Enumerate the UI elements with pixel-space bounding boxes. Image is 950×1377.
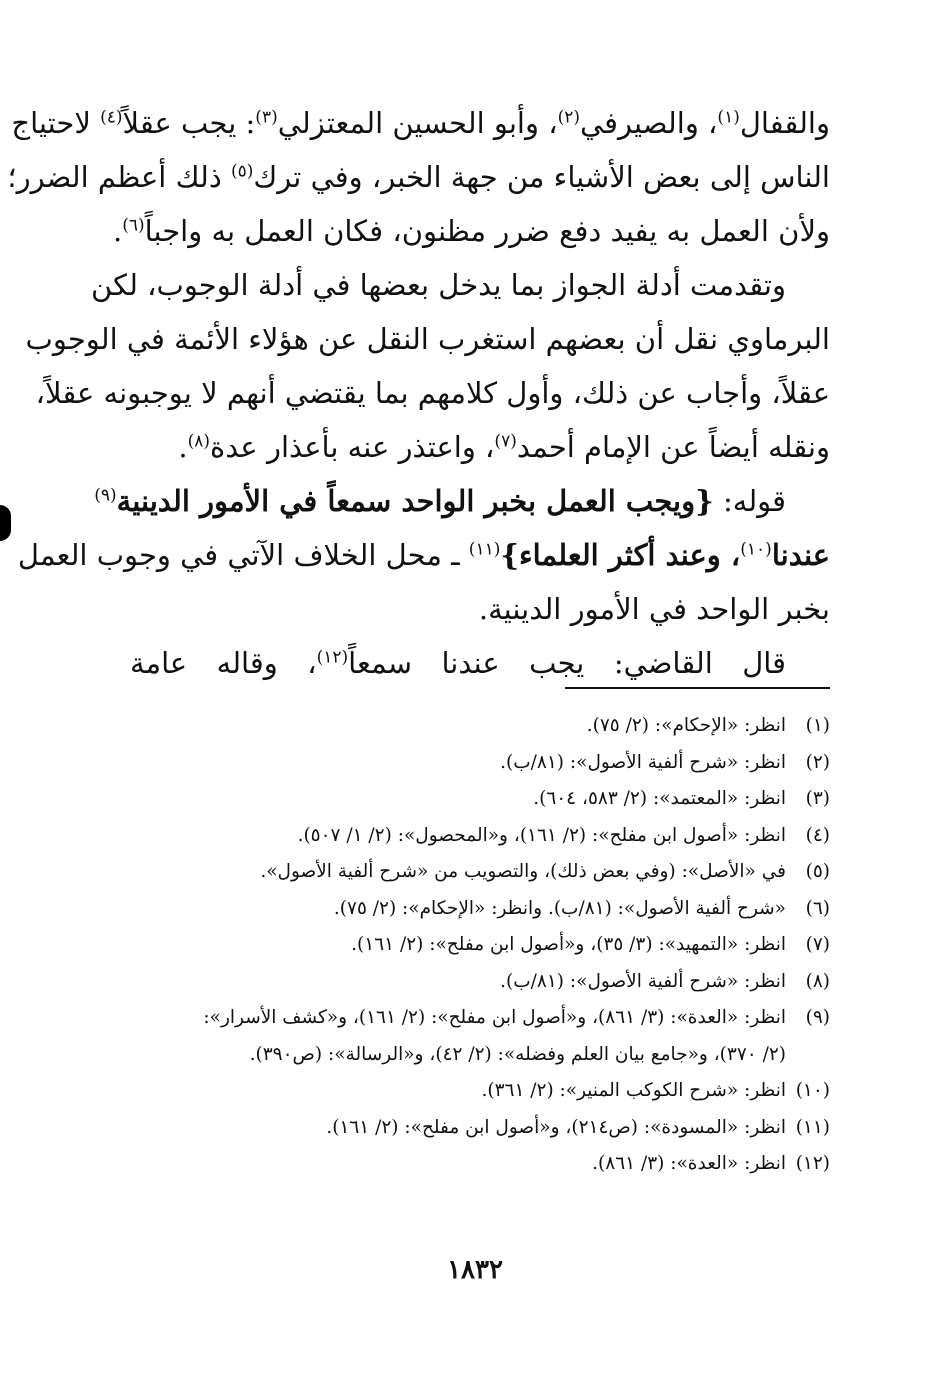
footnote-separator (565, 687, 830, 689)
footnote-number: (١) (805, 715, 830, 736)
footnotes (115, 708, 830, 1183)
footnote-text: انظر: «شرح ألفية الأصول»: (٨١/ب). (500, 751, 786, 773)
footnote (115, 818, 830, 855)
footnote-text: انظر: «المسودة»: (ص٢١٤)، و«أصول ابن مفلح»: (٢/ ١٦١). (326, 1116, 786, 1138)
footnote-text: انظر: «التمهيد»: (٣/ ٣٥)، و«أصول ابن مفلح»: (٢/ ١٦١). (351, 934, 786, 955)
quoted-text: {ويجب العمل بخبر الواحد سمعاً في الأمور الدينية (116, 484, 714, 518)
quoted-text: عندنا (771, 538, 830, 572)
text-run: لاحتياج (11, 106, 101, 140)
footnote-number: (٩) (805, 1007, 830, 1028)
footnote-ref[interactable]: (١١) (468, 539, 501, 560)
footnote (115, 708, 830, 745)
footnote (115, 891, 830, 928)
text-line (11, 96, 830, 150)
footnote (115, 1037, 830, 1074)
text-run: قال القاضي: يجب عندنا سمعاً (348, 646, 787, 680)
text-run: قوله: (713, 484, 786, 518)
quoted-text: ، وعند أكثر العلماء} (500, 538, 741, 572)
footnote-number: (٥) (805, 861, 830, 882)
text-run: : يجب عقلاً (122, 106, 256, 140)
page-edge-tab (0, 505, 11, 541)
footnote-number: (٨) (805, 970, 830, 992)
footnote-text: انظر: «العدة»: (٣/ ٨٦١)، و«أصول ابن مفلح»: (٢/ ١٦١)، و«كشف الأسرار»: (203, 1007, 786, 1028)
footnote-number: (٣) (805, 788, 830, 809)
text-line (25, 312, 830, 366)
footnote (115, 1110, 830, 1147)
text-line (130, 636, 830, 690)
footnote-text: في «الأصل»: (وفي بعض ذلك)، والتصويب من «شرح ألفية الأصول». (260, 861, 786, 882)
text-run: . (178, 430, 188, 464)
text-run: الناس إلى بعض الأشياء من جهة الخبر، وفي ترك (253, 160, 830, 194)
text-run: ، والصيرفي (580, 106, 718, 140)
text-run: ـ محل الخلاف الآتي في وجوب العمل (17, 538, 469, 572)
text-run: ذلك أعظم الضرر؛ (7, 160, 231, 194)
text-run: وتقدمت أدلة الجواز بما يدخل بعضها في أدلة الوجوب، لكن (91, 268, 786, 302)
footnote-ref[interactable]: (٩) (94, 485, 117, 506)
footnote-ref[interactable]: (٧) (494, 431, 517, 452)
footnote-ref[interactable]: (١٢) (316, 647, 349, 668)
footnote-text: (٢/ ٣٧٠)، و«جامع بيان العلم وفضله»: (٢/ ٤٢)، و«الرسالة»: (ص٣٩٠). (249, 1043, 786, 1065)
text-line (35, 366, 830, 420)
text-run: ، وقاله عامة (130, 646, 317, 680)
footnote-ref[interactable]: (٨) (187, 431, 211, 452)
footnote-number: (١١) (795, 1116, 830, 1138)
main-text (7, 96, 830, 690)
footnote-ref[interactable]: (١٠) (740, 539, 772, 560)
footnote-number: (١٢) (795, 1153, 830, 1174)
page-number: ١٨٣٢ (447, 1255, 503, 1285)
text-line (17, 528, 830, 582)
footnote (115, 781, 830, 818)
footnote-ref[interactable]: (١) (717, 107, 740, 128)
footnote-text: انظر: «العدة»: (٣/ ٨٦١). (592, 1153, 786, 1174)
footnote-text: انظر: «شرح الكوكب المنير»: (٢/ ٣٦١). (481, 1080, 786, 1101)
footnote-text: انظر: «شرح ألفية الأصول»: (٨١/ب). (500, 970, 786, 992)
text-run: ولأن العمل به يفيد دفع ضرر مظنون، فكان العمل به واجباً (144, 214, 830, 248)
footnote (115, 964, 830, 1001)
footnote (115, 745, 830, 782)
text-line (91, 258, 830, 312)
text-line (130, 582, 830, 636)
footnote-text: انظر: «المعتمد»: (٢/ ٥٨٣، ٦٠٤). (533, 788, 786, 809)
text-run: البرماوي نقل أن بعضهم استغرب النقل عن هؤلاء الأئمة في الوجوب (25, 322, 830, 356)
footnote-number: (٢) (805, 751, 830, 773)
footnote-number: (٤) (805, 824, 830, 846)
footnote-text: «شرح ألفية الأصول»: (٨١/ب). وانظر: «الإحكام»: (٢/ ٧٥). (333, 897, 786, 919)
text-run: ، واعتذر عنه بأعذار عدة (210, 430, 495, 464)
text-run: بخبر الواحد في الأمور الدينية. (478, 592, 830, 626)
footnote-ref[interactable]: (٦) (122, 215, 145, 236)
text-line (7, 150, 830, 204)
footnote (115, 1000, 830, 1037)
footnote (115, 854, 830, 891)
text-run: ، وأبو الحسين المعتزلي (277, 106, 558, 140)
text-line (113, 204, 830, 258)
text-run: . (113, 214, 123, 248)
footnote-number: (١٠) (795, 1080, 830, 1101)
footnote-ref[interactable]: (٢) (557, 107, 580, 128)
text-run: عقلاً، وأجاب عن ذلك، وأول كلامهم بما يقتضي أنهم لا يوجبونه عقلاً، (35, 376, 830, 410)
footnote (115, 927, 830, 964)
text-run: ونقله أيضاً عن الإمام أحمد (516, 430, 830, 464)
footnote-ref[interactable]: (٥) (230, 161, 254, 182)
footnote-number: (٦) (805, 897, 830, 919)
text-run: والقفال (739, 106, 830, 140)
footnote-ref[interactable]: (٣) (255, 107, 278, 128)
text-line (130, 420, 830, 474)
footnote-text: انظر: «الإحكام»: (٢/ ٧٥). (586, 715, 786, 736)
footnote (115, 1073, 830, 1110)
text-line (94, 474, 830, 528)
footnote-text: انظر: «أصول ابن مفلح»: (٢/ ١٦١)، و«المحصول»: (٢/ ١/ ٥٠٧). (297, 824, 786, 846)
footnote (115, 1146, 830, 1183)
footnote-ref[interactable]: (٤) (100, 107, 123, 128)
footnote-number: (٧) (805, 934, 830, 955)
